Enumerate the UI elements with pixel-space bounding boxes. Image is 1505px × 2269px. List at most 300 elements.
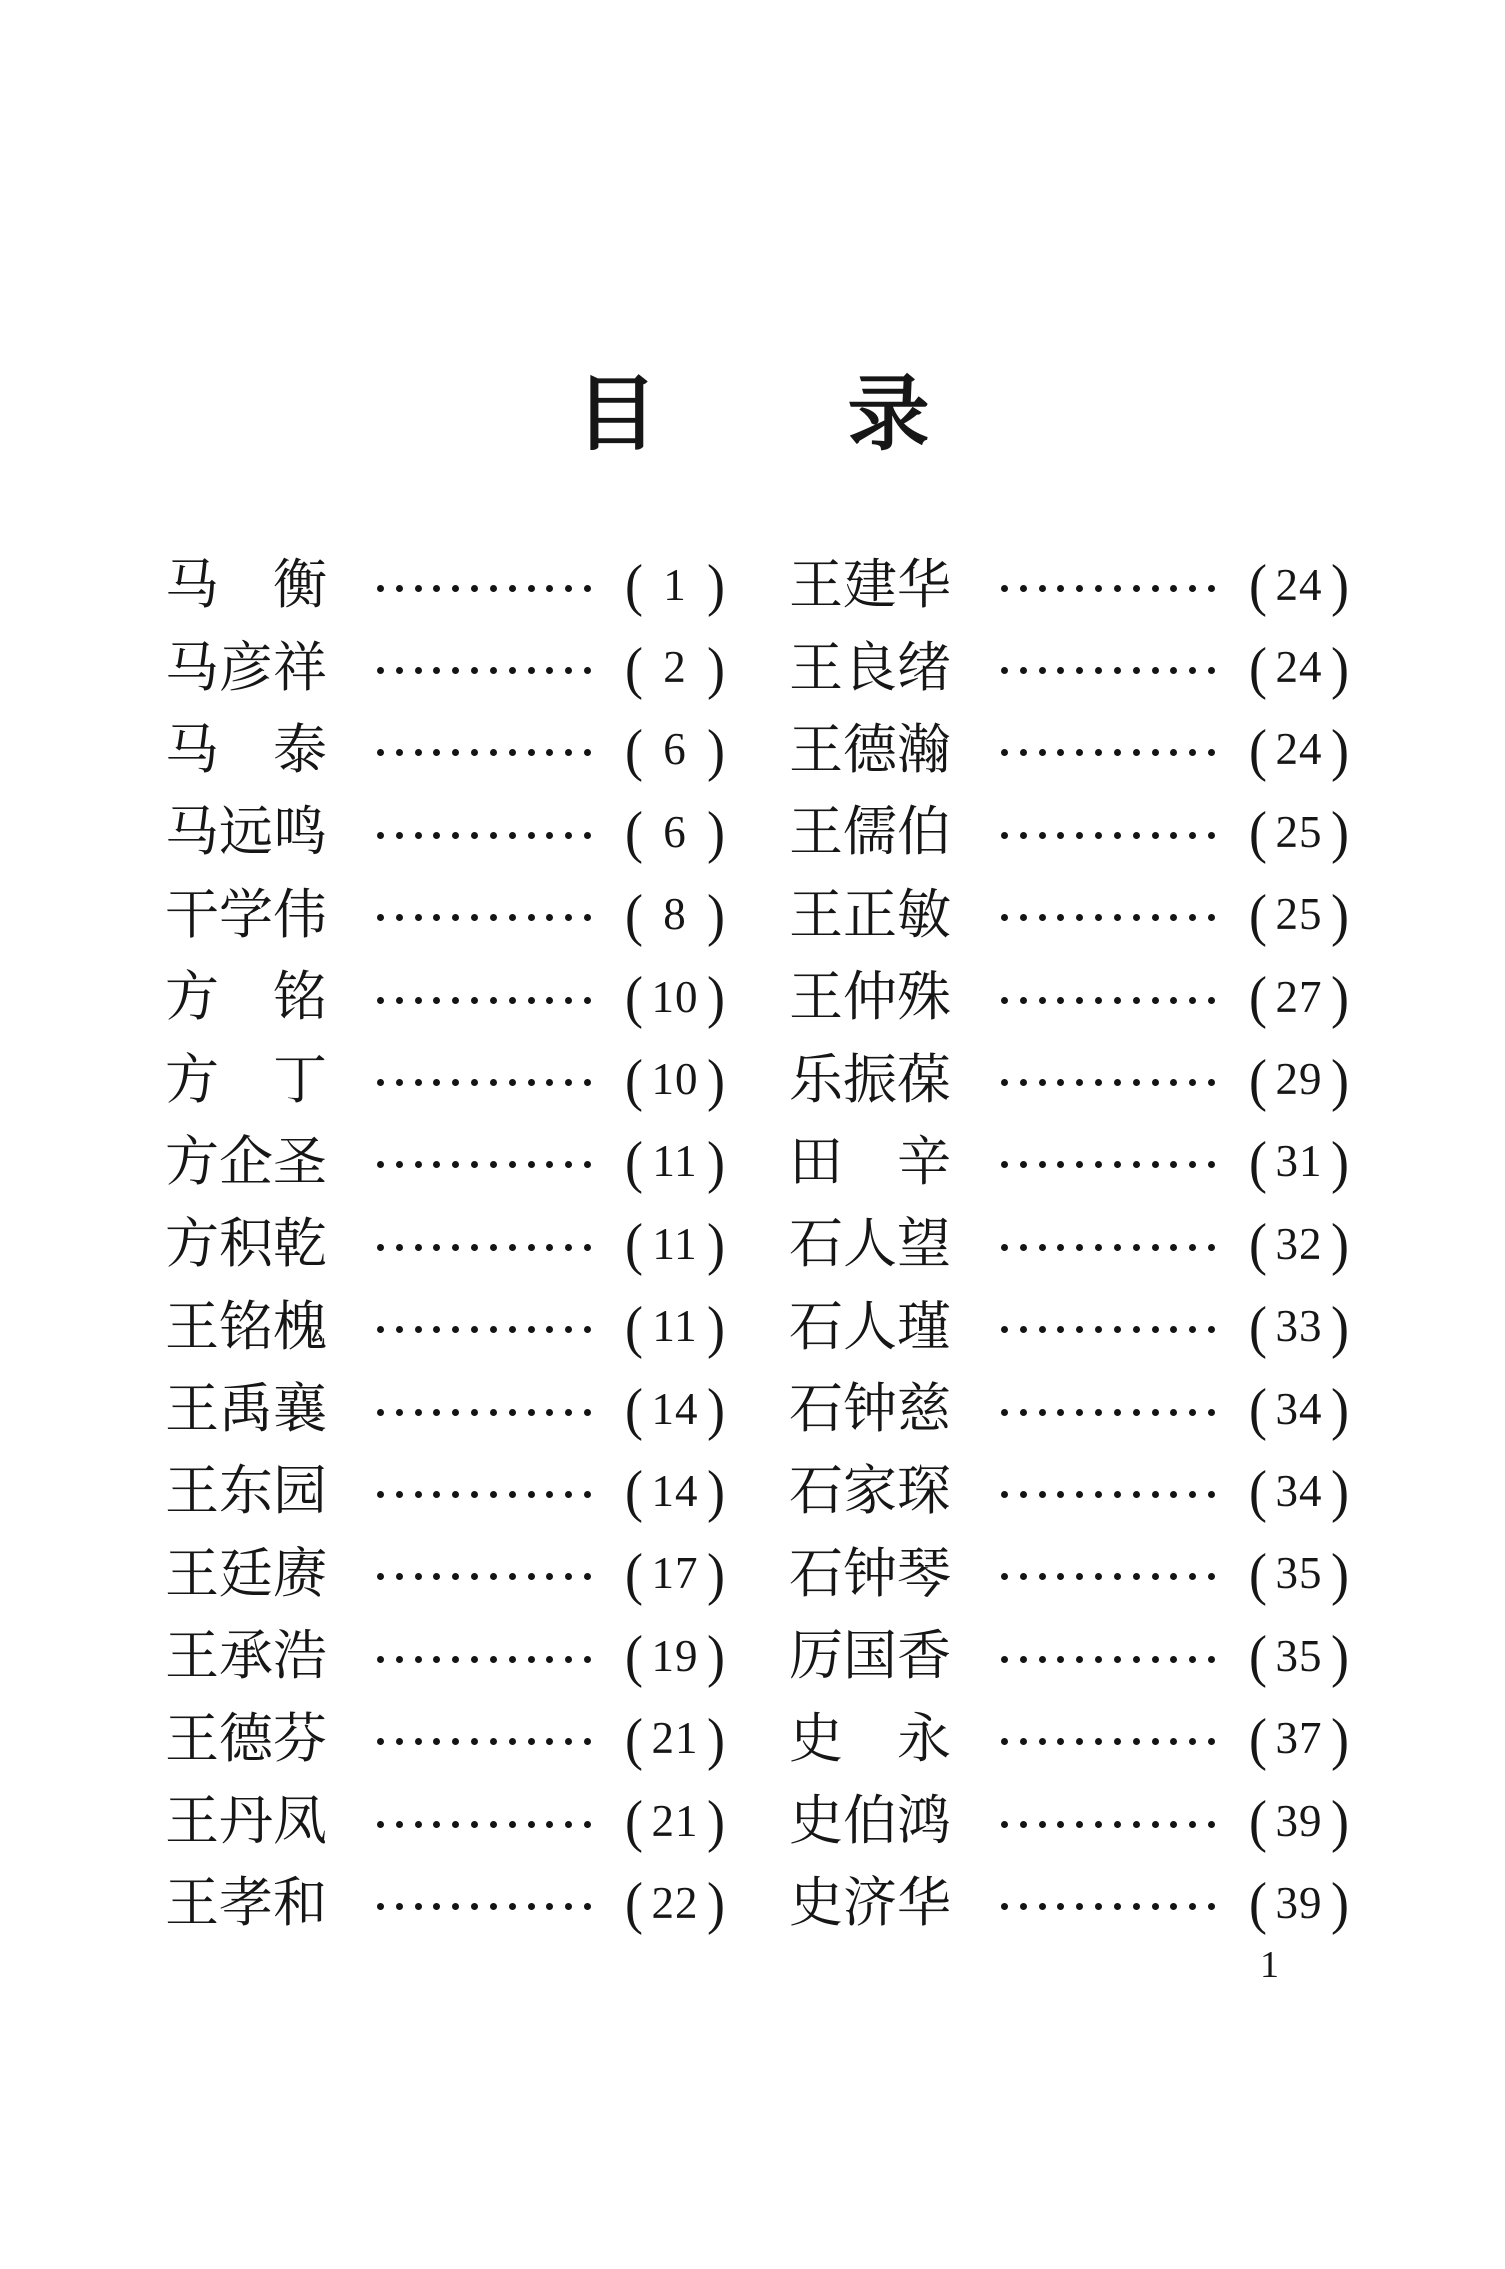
entry-name — [165, 1214, 327, 1275]
close-paren: ) — [707, 882, 725, 948]
toc-entry — [165, 956, 731, 1038]
leader-dot — [377, 1573, 384, 1580]
leader-dot — [1039, 585, 1046, 592]
name-char: 王 — [165, 1543, 219, 1604]
leader-dot — [1020, 832, 1027, 839]
leader-dot — [452, 997, 459, 1004]
close-paren: ) — [707, 799, 725, 865]
name-char: 伟 — [273, 884, 327, 945]
name-char: 史 — [789, 1708, 843, 1769]
leader-dot — [584, 1409, 591, 1416]
toc-entry — [789, 1697, 1355, 1779]
leader-dot — [565, 667, 572, 674]
leader-dot — [433, 1409, 440, 1416]
leader-dot — [546, 832, 553, 839]
leader-dot — [565, 1491, 572, 1498]
leader-dot — [546, 1573, 553, 1580]
leader-dot — [1039, 1244, 1046, 1251]
leader-dot — [433, 1161, 440, 1168]
toc-entry — [789, 1038, 1355, 1120]
entry-page-number — [1249, 1871, 1349, 1936]
leader-dot — [1189, 585, 1196, 592]
leader-dot — [433, 585, 440, 592]
folio-page-number: 1 — [1260, 1944, 1279, 1986]
leader-dot — [528, 1573, 535, 1580]
entry-name — [789, 1791, 951, 1852]
leader-dot — [584, 1738, 591, 1745]
name-char: 伯 — [843, 1791, 897, 1852]
page-digits: 35 — [1275, 1630, 1323, 1681]
entry-page-number — [1249, 1623, 1349, 1689]
leader-dot — [528, 914, 535, 921]
page-digits: 1 — [663, 559, 687, 610]
leader-dot — [1133, 1079, 1140, 1086]
entry-page-number — [1249, 1047, 1349, 1112]
leader-dot — [546, 914, 553, 921]
leader-dot — [528, 1491, 535, 1498]
leader-dots — [377, 832, 591, 839]
leader-dot — [584, 1903, 591, 1910]
leader-dot — [490, 1161, 497, 1168]
close-paren: ) — [1331, 635, 1349, 700]
name-char: 丹 — [219, 1791, 273, 1852]
close-paren: ) — [1331, 964, 1349, 1030]
leader-dot — [396, 1903, 403, 1910]
name-char: 振 — [843, 1049, 897, 1110]
leader-dot — [415, 667, 422, 674]
leader-dot — [1208, 832, 1215, 839]
name-char: 永 — [897, 1708, 951, 1769]
open-paren: ( — [1249, 964, 1267, 1030]
leader-dot — [433, 1738, 440, 1745]
name-char: 园 — [273, 1461, 327, 1522]
leader-dot — [1076, 667, 1083, 674]
leader-dot — [1114, 1161, 1121, 1168]
name-char: 王 — [165, 1873, 219, 1934]
entry-name — [165, 1791, 327, 1852]
leader-dot — [1039, 1161, 1046, 1168]
name-char: 慈 — [897, 1379, 951, 1440]
leader-dot — [565, 1161, 572, 1168]
leader-dot — [1133, 1244, 1140, 1251]
name-char: 钟 — [843, 1543, 897, 1604]
entry-name — [165, 555, 327, 616]
name-char: 石 — [789, 1214, 843, 1275]
name-char: 廷 — [219, 1543, 273, 1604]
entry-name — [789, 1461, 951, 1522]
leader-dot — [1152, 1656, 1159, 1663]
leader-dot — [1152, 1409, 1159, 1416]
leader-dot — [546, 1738, 553, 1745]
leader-dot — [546, 667, 553, 674]
page-digits: 25 — [1275, 889, 1323, 940]
leader-dot — [415, 914, 422, 921]
leader-dot — [377, 1079, 384, 1086]
entry-page-number — [625, 799, 725, 865]
entry-page-number — [1249, 964, 1349, 1030]
name-char: 赓 — [273, 1543, 327, 1604]
leader-dot — [1020, 1738, 1027, 1745]
leader-dot — [1114, 1491, 1121, 1498]
entry-page-number — [625, 1211, 725, 1277]
leader-dot — [1076, 1656, 1083, 1663]
leader-dot — [433, 1244, 440, 1251]
entry-page-number — [625, 1871, 725, 1936]
leader-dot — [1152, 1903, 1159, 1910]
leader-dot — [565, 1573, 572, 1580]
leader-dot — [490, 749, 497, 756]
leader-dot — [396, 1573, 403, 1580]
open-paren: ( — [625, 552, 643, 618]
leader-dot — [546, 1821, 553, 1828]
open-paren: ( — [625, 1211, 643, 1277]
leader-dot — [415, 1738, 422, 1745]
close-paren: ) — [1331, 1294, 1349, 1360]
leader-dot — [1170, 749, 1177, 756]
leader-dot — [528, 1656, 535, 1663]
leader-dot — [1170, 1573, 1177, 1580]
leader-dot — [1170, 914, 1177, 921]
name-char: 石 — [789, 1543, 843, 1604]
name-char: 田 — [789, 1131, 843, 1192]
leader-dot — [584, 1821, 591, 1828]
leader-dot — [433, 1821, 440, 1828]
entry-name — [165, 719, 327, 780]
leader-dot — [565, 585, 572, 592]
leader-dot — [1020, 1573, 1027, 1580]
name-char: 葆 — [897, 1049, 951, 1110]
leader-dot — [1133, 997, 1140, 1004]
page-title-char: 目 — [575, 369, 658, 460]
toc-entry — [165, 544, 731, 626]
name-char: 王 — [165, 1461, 219, 1522]
leader-dot — [1076, 832, 1083, 839]
leader-dot — [1189, 1326, 1196, 1333]
entry-name — [165, 637, 327, 698]
toc-entry — [789, 709, 1355, 791]
leader-dot — [1095, 997, 1102, 1004]
leader-dot — [415, 1903, 422, 1910]
leader-dot — [546, 1656, 553, 1663]
entry-name — [789, 719, 951, 780]
close-paren: ) — [1331, 1623, 1349, 1689]
name-char: 王 — [165, 1379, 219, 1440]
leader-dot — [1001, 1738, 1008, 1745]
entry-name — [789, 1708, 951, 1769]
leader-dot — [490, 1903, 497, 1910]
leader-dot — [1208, 1491, 1215, 1498]
leader-dot — [471, 1326, 478, 1333]
leader-dot — [1076, 1326, 1083, 1333]
leader-dot — [509, 1244, 516, 1251]
page-digits: 10 — [651, 1054, 699, 1105]
page-digits: 11 — [652, 1218, 698, 1269]
name-char: 鸿 — [897, 1791, 951, 1852]
toc-entry — [789, 1615, 1355, 1697]
leader-dot — [1057, 1079, 1064, 1086]
leader-dot — [1020, 585, 1027, 592]
leader-dot — [1152, 1244, 1159, 1251]
toc-column-left — [165, 544, 731, 1945]
leader-dot — [1133, 1573, 1140, 1580]
leader-dot — [1020, 1903, 1027, 1910]
page-digits: 24 — [1275, 642, 1323, 693]
entry-name — [789, 1543, 951, 1604]
leader-dot — [1152, 1079, 1159, 1086]
entry-name — [165, 1543, 327, 1604]
entry-name — [165, 1379, 327, 1440]
leader-dot — [396, 1244, 403, 1251]
leader-dot — [433, 1079, 440, 1086]
leader-dot — [1152, 832, 1159, 839]
name-char: 积 — [219, 1214, 273, 1275]
leader-dot — [509, 832, 516, 839]
name-char: 乾 — [273, 1214, 327, 1275]
close-paren: ) — [707, 1871, 725, 1936]
leader-dot — [1208, 1409, 1215, 1416]
leader-dot — [565, 1244, 572, 1251]
entry-page-number — [625, 717, 725, 783]
name-char: 石 — [789, 1296, 843, 1357]
page-digits: 29 — [1275, 1054, 1323, 1105]
leader-dots — [1001, 1821, 1215, 1828]
open-paren: ( — [625, 1788, 643, 1854]
toc-entry — [789, 791, 1355, 873]
leader-dot — [509, 1409, 516, 1416]
leader-dot — [396, 1656, 403, 1663]
leader-dot — [546, 585, 553, 592]
close-paren: ) — [1331, 1706, 1349, 1772]
leader-dot — [415, 832, 422, 839]
leader-dot — [1020, 1244, 1027, 1251]
leader-dot — [546, 1409, 553, 1416]
page-digits: 14 — [651, 1383, 699, 1434]
name-char: 鸣 — [273, 802, 327, 863]
entry-page-number — [625, 1459, 725, 1524]
close-paren: ) — [707, 964, 725, 1030]
leader-dot — [1001, 1161, 1008, 1168]
close-paren: ) — [707, 552, 725, 618]
toc-column-right — [789, 544, 1355, 1945]
open-paren: ( — [625, 1047, 643, 1112]
entry-name — [165, 1626, 327, 1687]
name-char: 王 — [165, 1296, 219, 1357]
close-paren: ) — [707, 1129, 725, 1195]
leader-dot — [1133, 1491, 1140, 1498]
name-char: 望 — [897, 1214, 951, 1275]
leader-dots — [1001, 1079, 1215, 1086]
open-paren: ( — [1249, 635, 1267, 700]
leader-dot — [1170, 1903, 1177, 1910]
name-char: 王 — [789, 967, 843, 1028]
leader-dot — [1057, 1491, 1064, 1498]
toc-entry — [165, 1038, 731, 1120]
toc-entry — [789, 1780, 1355, 1862]
toc-entry — [165, 1368, 731, 1450]
toc-entry — [789, 1450, 1355, 1532]
name-char: 干 — [165, 884, 219, 945]
open-paren: ( — [625, 1294, 643, 1360]
leader-dots — [377, 667, 591, 674]
leader-dots — [1001, 1244, 1215, 1251]
leader-dot — [452, 1409, 459, 1416]
leader-dots — [377, 1821, 591, 1828]
leader-dot — [1095, 1244, 1102, 1251]
leader-dot — [1076, 1903, 1083, 1910]
toc-entry — [789, 1368, 1355, 1450]
close-paren: ) — [707, 635, 725, 700]
leader-dot — [1170, 997, 1177, 1004]
name-char: 瀚 — [897, 719, 951, 780]
leader-dots — [1001, 832, 1215, 839]
entry-page-number — [625, 1706, 725, 1772]
leader-dot — [1095, 1161, 1102, 1168]
leader-dot — [1076, 1409, 1083, 1416]
name-char: 人 — [843, 1214, 897, 1275]
open-paren: ( — [1249, 1623, 1267, 1689]
name-char: 方 — [165, 1214, 219, 1275]
leader-dot — [1095, 1656, 1102, 1663]
leader-dot — [490, 1656, 497, 1663]
leader-dot — [415, 997, 422, 1004]
leader-dot — [1095, 1409, 1102, 1416]
leader-dot — [452, 667, 459, 674]
toc-entry — [165, 626, 731, 708]
entry-page-number — [1249, 882, 1349, 948]
leader-dots — [1001, 1161, 1215, 1168]
page-digits: 37 — [1275, 1713, 1323, 1764]
leader-dot — [1170, 1656, 1177, 1663]
leader-dot — [1189, 1903, 1196, 1910]
leader-dot — [1208, 1079, 1215, 1086]
close-paren: ) — [1331, 799, 1349, 865]
leader-dot — [1114, 1409, 1121, 1416]
leader-dot — [415, 585, 422, 592]
leader-dot — [1057, 914, 1064, 921]
open-paren: ( — [1249, 1047, 1267, 1112]
leader-dot — [546, 1491, 553, 1498]
leader-dot — [509, 1738, 516, 1745]
leader-dot — [1076, 749, 1083, 756]
leader-dot — [546, 1244, 553, 1251]
leader-dots — [377, 1079, 591, 1086]
leader-dot — [528, 1903, 535, 1910]
leader-dot — [1133, 1409, 1140, 1416]
leader-dot — [528, 1409, 535, 1416]
leader-dot — [1152, 749, 1159, 756]
leader-dot — [452, 832, 459, 839]
name-char: 芬 — [273, 1708, 327, 1769]
name-char: 和 — [273, 1873, 327, 1934]
leader-dot — [528, 667, 535, 674]
leader-dot — [1057, 1244, 1064, 1251]
name-char: 王 — [789, 719, 843, 780]
open-paren: ( — [1249, 1541, 1267, 1607]
leader-dots — [377, 749, 591, 756]
close-paren: ) — [707, 1623, 725, 1689]
toc-entry — [789, 1121, 1355, 1203]
leader-dots — [1001, 749, 1215, 756]
leader-dot — [1020, 1079, 1027, 1086]
entry-name — [165, 802, 327, 863]
leader-dot — [509, 914, 516, 921]
leader-dot — [509, 1821, 516, 1828]
close-paren: ) — [1331, 1376, 1349, 1442]
toc-entry — [165, 1780, 731, 1862]
leader-dot — [546, 1161, 553, 1168]
name-char: 乐 — [789, 1049, 843, 1110]
leader-dot — [1133, 749, 1140, 756]
leader-dot — [377, 997, 384, 1004]
leader-dot — [565, 1656, 572, 1663]
name-char: 瑾 — [897, 1296, 951, 1357]
name-char: 国 — [843, 1626, 897, 1687]
open-paren: ( — [1249, 1459, 1267, 1524]
entry-page-number — [625, 635, 725, 700]
leader-dots — [1001, 1656, 1215, 1663]
page-digits: 17 — [651, 1548, 699, 1599]
leader-dot — [415, 749, 422, 756]
leader-dot — [377, 832, 384, 839]
leader-dot — [396, 997, 403, 1004]
name-char: 史 — [789, 1791, 843, 1852]
leader-dot — [471, 1821, 478, 1828]
leader-dot — [377, 1821, 384, 1828]
leader-dot — [377, 1738, 384, 1745]
leader-dot — [1076, 1244, 1083, 1251]
leader-dot — [528, 1161, 535, 1168]
leader-dot — [1057, 1821, 1064, 1828]
leader-dot — [546, 1079, 553, 1086]
leader-dot — [377, 749, 384, 756]
leader-dot — [1189, 1244, 1196, 1251]
page-digits: 21 — [651, 1795, 699, 1846]
leader-dots — [377, 997, 591, 1004]
leader-dot — [509, 749, 516, 756]
leader-dot — [546, 1903, 553, 1910]
leader-dot — [1039, 1656, 1046, 1663]
leader-dot — [1170, 1738, 1177, 1745]
name-char: 圣 — [273, 1131, 327, 1192]
leader-dot — [490, 667, 497, 674]
leader-dot — [1001, 997, 1008, 1004]
entry-page-number — [1249, 635, 1349, 700]
close-paren: ) — [707, 717, 725, 783]
leader-dot — [1039, 832, 1046, 839]
entry-page-number — [625, 1788, 725, 1854]
entry-name — [789, 1049, 951, 1110]
toc-entry — [789, 874, 1355, 956]
entry-page-number — [1249, 1211, 1349, 1277]
leader-dot — [546, 997, 553, 1004]
leader-dots — [1001, 1491, 1215, 1498]
entry-page-number — [1249, 1294, 1349, 1360]
open-paren: ( — [625, 717, 643, 783]
close-paren: ) — [707, 1706, 725, 1772]
entry-name — [165, 1461, 327, 1522]
leader-dot — [546, 749, 553, 756]
leader-dots — [377, 1573, 591, 1580]
leader-dot — [1001, 585, 1008, 592]
leader-dots — [1001, 1573, 1215, 1580]
name-char: 承 — [219, 1626, 273, 1687]
leader-dot — [1039, 914, 1046, 921]
leader-dot — [433, 832, 440, 839]
leader-dot — [415, 1656, 422, 1663]
leader-dot — [396, 914, 403, 921]
page-digits: 27 — [1275, 971, 1323, 1022]
name-char: 香 — [897, 1626, 951, 1687]
